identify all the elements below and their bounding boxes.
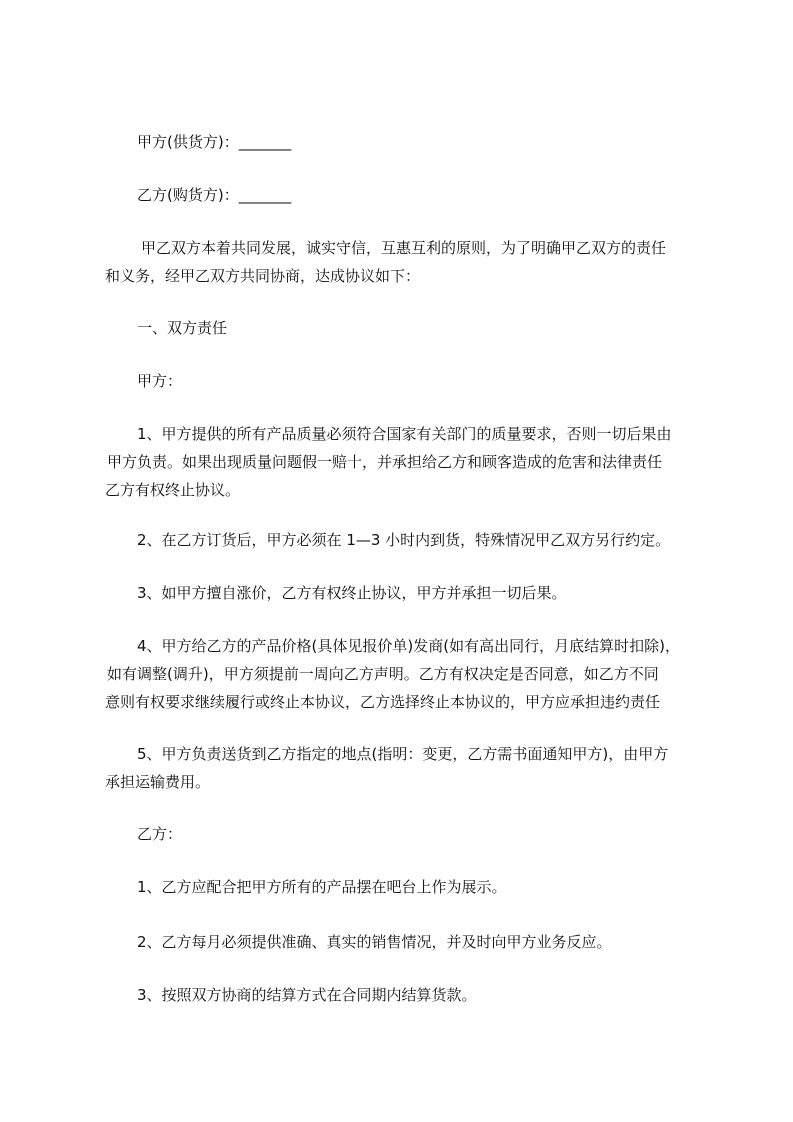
party-b-item-3-line-1: 3、按照双方协商的结算方式在合同期内结算货款。 — [137, 986, 477, 1004]
party-a-item-4-line-2: 如有调整(调升)，甲方须提前一周向乙方声明。乙方有权决定是否同意，如乙方不同 — [107, 665, 659, 683]
preamble-line-2: 和义务，经甲乙双方共同协商，达成协议如下： — [105, 267, 421, 285]
party-a-item-1-line-1: 1、甲方提供的所有产品质量必须符合国家有关部门的质量要求，否则一切后果由 — [137, 425, 672, 443]
party-a-item-5-line-1: 5、甲方负责送货到乙方指定的地点(指明：变更，乙方需书面通知甲方)，由甲方 — [137, 745, 669, 763]
party-a-item-2-line-1: 2、在乙方订货后，甲方必须在 1—3 小时内到货，特殊情况甲乙双方另行约定。 — [137, 531, 671, 549]
party-a-line: 甲方(供货方)：_______ — [137, 133, 292, 151]
party-b-item-1-line-1: 1、乙方应配合把甲方所有的产品摆在吧台上作为展示。 — [137, 878, 507, 896]
party-a-item-3-line-1: 3、如甲方擅自涨价，乙方有权终止协议，甲方并承担一切后果。 — [137, 584, 567, 602]
party-a-item-1-line-3: 乙方有权终止协议。 — [105, 481, 241, 499]
party-a-item-4-line-3: 意则有权要求继续履行或终止本协议，乙方选择终止本协议的，甲方应承担违约责任 — [105, 693, 661, 711]
party-a-item-1-line-2: 甲方负责。如果出现质量问题假一赔十，并承担给乙方和顾客造成的危害和法律责任 — [107, 453, 663, 471]
party-b-line: 乙方(购货方)：_______ — [137, 186, 292, 204]
section-1-title: 一、双方责任 — [137, 319, 228, 337]
party-a-item-5-line-2: 承担运输费用。 — [105, 773, 211, 791]
preamble-line-1: 甲乙双方本着共同发展，诚实守信，互惠互利的原则，为了明确甲乙双方的责任 — [141, 239, 667, 257]
party-b-item-2-line-1: 2、乙方每月必须提供准确、真实的销售情况，并及时向甲方业务反应。 — [137, 933, 612, 951]
party-b-heading: 乙方： — [137, 825, 183, 843]
party-a-item-4-line-1: 4、甲方给乙方的产品价格(具体见报价单)发商(如有高出同行，月底结算时扣除)， — [137, 637, 680, 655]
party-a-heading: 甲方： — [137, 372, 183, 390]
